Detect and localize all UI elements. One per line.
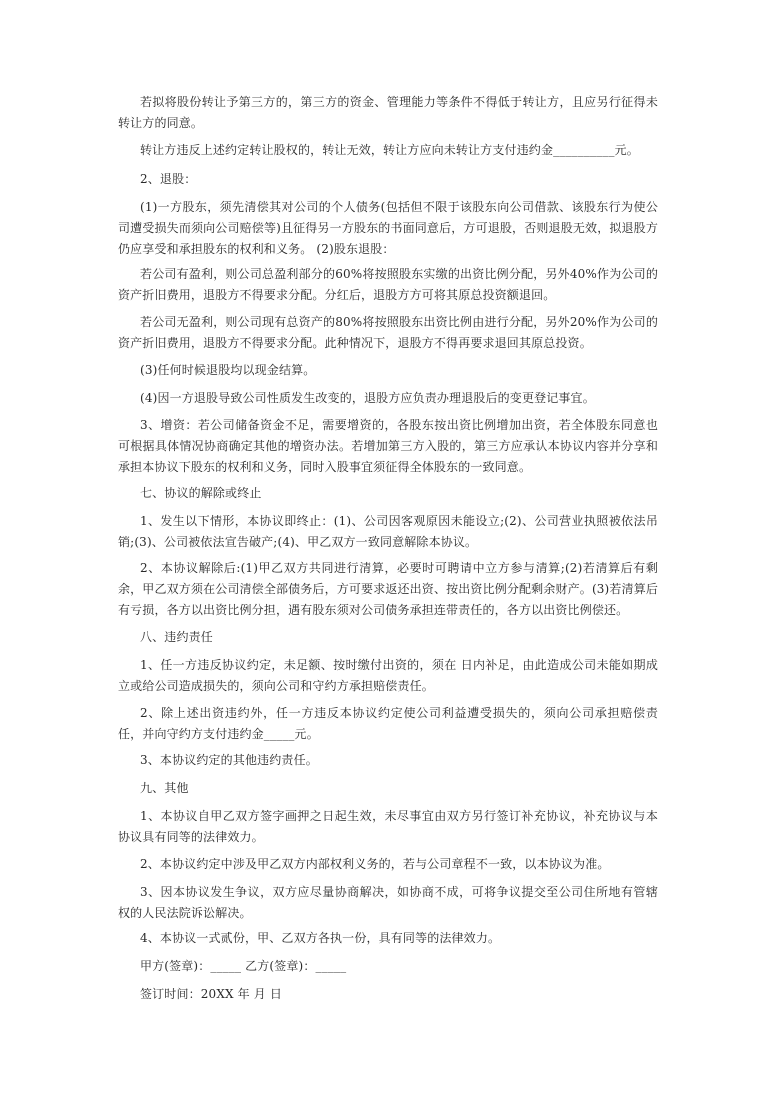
paragraph-dispute-resolution: 3、因本协议发生争议，双方应尽量协商解决，如协商不成，可将争议提交至公司住所地有管辖权的人民法院诉讼解决。 xyxy=(118,885,658,920)
paragraph-transfer-third-party: 若拟将股份转让予第三方的，第三方的资金、管理能力等条件不得低于转让方，且应另行征得未转让方的同意。 xyxy=(118,95,658,130)
paragraph-transfer-breach: 转让方违反上述约定转让股权的，转让无效，转让方应向未转让方支付违约金__________元。 xyxy=(140,143,639,157)
paragraph-other-breach: 2、除上述出资违约外，任一方违反本协议约定使公司利益遭受损失的，须向公司承担赔偿责任，并向守约方支付违约金_____元。 xyxy=(118,706,658,741)
paragraph-effectiveness: 1、本协议自甲乙双方签字画押之日起生效，未尽事宜由双方另行签订补充协议，补充协议与本协议具有同等的法律效力。 xyxy=(118,809,658,844)
paragraph-cash-settlement: (3)任何时候退股均以现金结算。 xyxy=(140,363,316,377)
signature-line: 甲方(签章)：_____ 乙方(签章)：_____ xyxy=(140,959,347,973)
paragraph-capital-default: 1、任一方违反协议约定，未足额、按时缴付出资的，须在 日内补足，由此造成公司未能如期成立或给公司造成损失的，须向公司和守约方承担赔偿责任。 xyxy=(118,658,658,693)
paragraph-no-profit-case: 若公司无盈利，则公司现有总资产的80%将按照股东出资比例由进行分配，另外20%作为公司的资产折旧费用，退股方不得要求分配。此种情况下，退股方不得再要求退回其原总投资。 xyxy=(118,315,658,350)
signing-date: 签订时间：20XX 年 月 日 xyxy=(140,987,283,1001)
paragraph-other-liability: 3、本协议约定的其他违约责任。 xyxy=(140,753,318,767)
paragraph-change-registration: (4)因一方退股导致公司性质发生改变的，退股方应负责办理退股后的变更登记事宜。 xyxy=(140,391,595,405)
paragraph-capital-increase: 3、增资：若公司储备资金不足，需要增资的，各股东按出资比例增加出资，若全体股东同意也可根据具体情况协商确定其他的增资办法。若增加第三方入股的，第三方应承认本协议内容并分享和承担本协议下股东的权利和义务，同时入股事宜须征得全体股东的一致同意。 xyxy=(118,418,658,474)
paragraph-profit-case: 若公司有盈利，则公司总盈利部分的60%将按照股东实缴的出资比例分配，另外40%作为公司的资产折旧费用，退股方不得要求分配。分红后，退股方方可将其原总投资额退回。 xyxy=(118,267,658,302)
paragraph-liquidation: 2、本协议解除后:(1)甲乙双方共同进行清算，必要时可聘请中立方参与清算;(2)若清算后有剩余，甲乙双方须在公司清偿全部债务后，方可要求返还出资、按出资比例分配剩余财产。(3)若清算后有亏损，各方以出资比例分担，遇有股东须对公司债务承担连带责任的，各方以出资比例偿还。 xyxy=(118,561,658,617)
paragraph-copies: 4、本协议一式贰份，甲、乙双方各执一份，具有同等的法律效力。 xyxy=(140,931,501,945)
paragraph-termination-cases: 1、发生以下情形，本协议即终止：(1)、公司因客观原因未能设立;(2)、公司营业执照被依法吊销;(3)、公司被依法宣告破产;(4)、甲乙双方一致同意解除本协议。 xyxy=(118,514,658,549)
paragraph-withdrawal-heading: 2、退股： xyxy=(140,172,197,186)
section-heading-liability: 八、违约责任 xyxy=(140,630,213,644)
paragraph-withdrawal-conditions: (1)一方股东，须先清偿其对公司的个人债务(包括但不限于该股东向公司借款、该股东行为使公司遭受损失而须向公司赔偿等)且征得另一方股东的书面同意后，方可退股，否则退股无效，拟退股方仍应享受和承担股东的权利和义务。 (2)股东退股： xyxy=(118,200,658,256)
section-heading-termination: 七、协议的解除或终止 xyxy=(140,486,262,500)
section-heading-other: 九、其他 xyxy=(140,781,189,795)
paragraph-precedence: 2、本协议约定中涉及甲乙双方内部权利义务的，若与公司章程不一致，以本协议为准。 xyxy=(140,857,610,871)
